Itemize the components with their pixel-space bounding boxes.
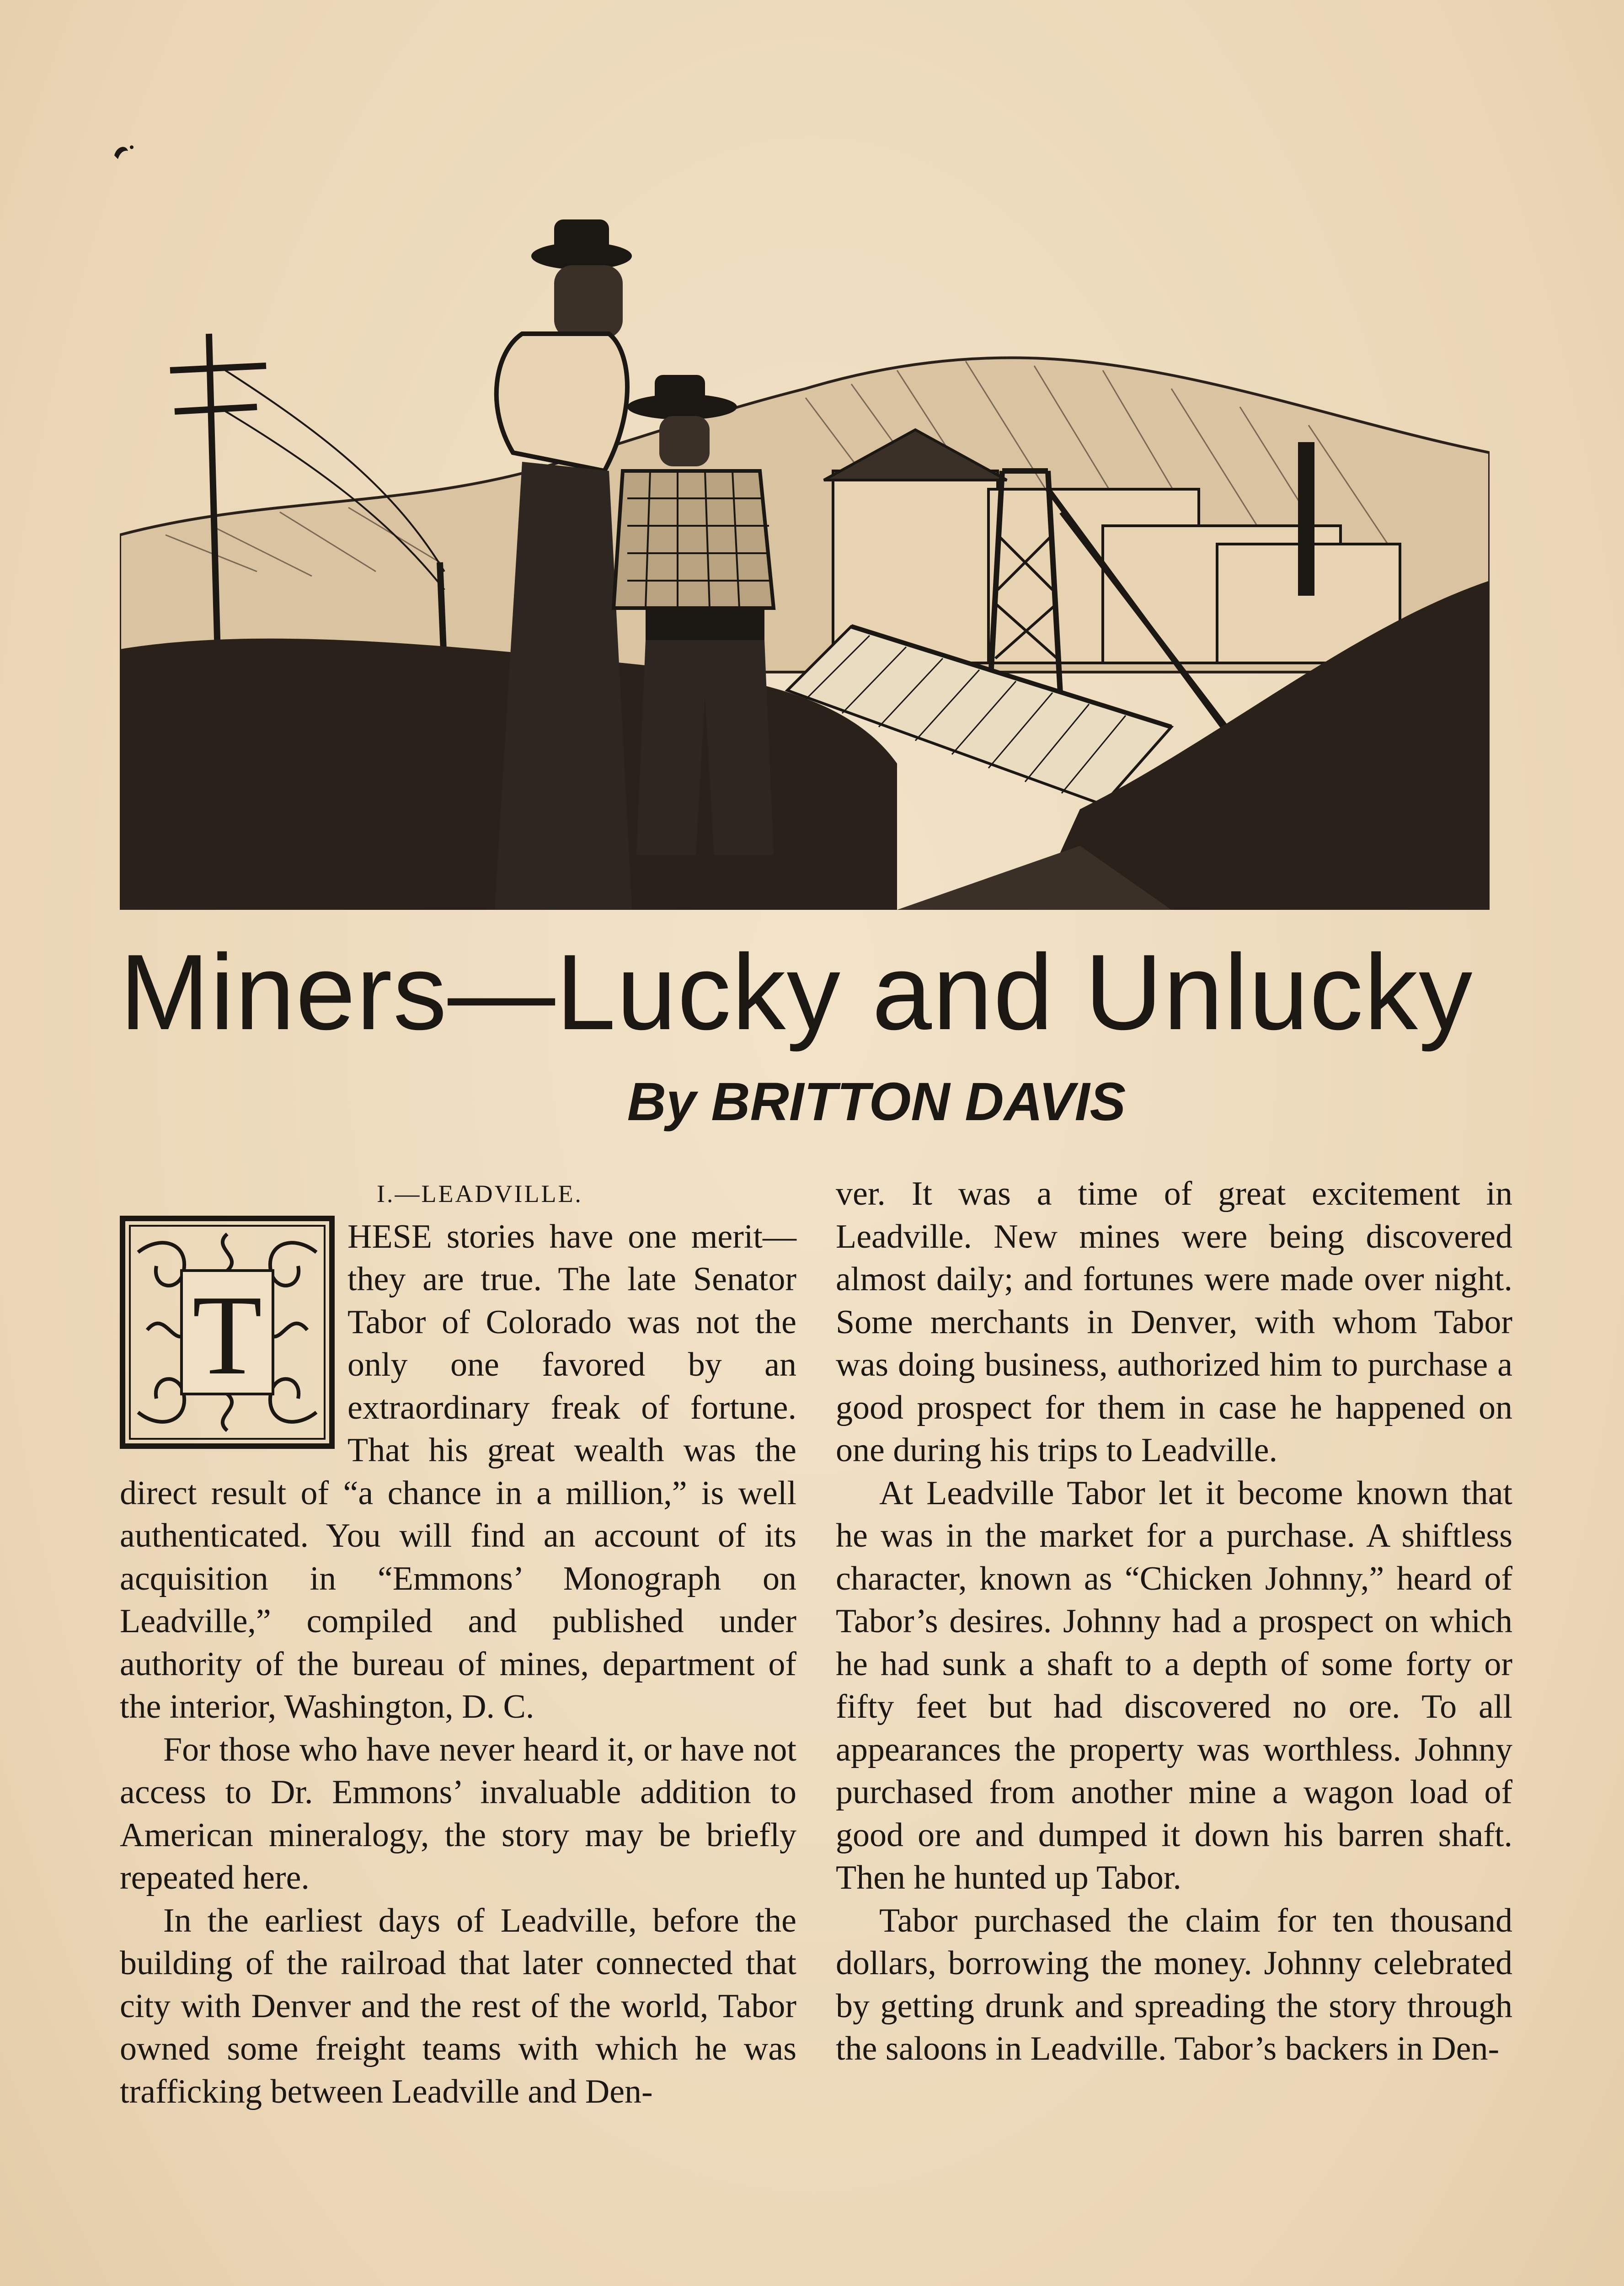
right-paragraph-1: ver. It was a time of great excitement in Leadville. New mines were being discovered almost daily; and fortunes were made over night. Some merchants in Denver, with whom Tabor was doing business, authorized him to purchase a good prospect for them in case he happened on one during his trips to Leadville.	[836, 1175, 1512, 1469]
right-paragraph-2: At Leadville Tabor let it become known that he was in the market for a purchase. A shiftless character, known as “Chicken Johnny,” heard of Tabor’s desires. Johnny had a prospect on which he had sunk a shaft to a depth of some forty or fifty feet but had discovered no ore. To all appearances the property was worthless. Johnny purchased from another mine a wagon load of good ore and dumped it down his barren shaft. Then he hunted up Tabor.	[836, 1474, 1512, 1896]
byline-prefix: By	[627, 1072, 696, 1132]
section-heading: I.—LEADVILLE.	[377, 1180, 583, 1207]
left-paragraph-2: For those who have never heard it, or have not access to Dr. Emmons’ invaluable addition to American mineralogy, the story may be briefly repeated here.	[120, 1731, 796, 1896]
right-column	[836, 1173, 1512, 2071]
header-illustration	[120, 215, 1490, 910]
left-paragraph-1: HESE stories have one merit—they are true. The late Senator Tabor of Colorado was not the only one favored by an extraordinary freak of fortune. That his great wealth was the direct result of “a chance in a million,” is well authenticated. You will find an account of its acquisition in “Emmons’ Monograph on Leadville,” compiled and published under authority of the bureau of mines, department of the interior, Washington, D. C.	[120, 1218, 796, 1725]
right-paragraph-3: Tabor purchased the claim for ten thousand dollars, borrowing the money. Johnny celebrated by getting drunk and spreading the story through the saloons in Leadville. Tabor’s backers in Den-	[836, 1901, 1512, 2067]
left-column	[120, 1173, 796, 2113]
byline	[120, 1072, 1569, 1132]
svg-text:T: T	[192, 1271, 262, 1399]
left-paragraph-3: In the earliest days of Leadville, before the building of the railroad that later connected that city with Denver and the rest of the world, Tabor owned some freight teams with which he was trafficking between Leadville and Den-	[120, 1901, 796, 2110]
drop-cap-t	[120, 1216, 335, 1449]
corner-ink-mark	[110, 137, 137, 165]
byline-author: BRITTON DAVIS	[711, 1072, 1126, 1132]
article-title: Miners—Lucky and Unlucky	[120, 932, 1474, 1052]
